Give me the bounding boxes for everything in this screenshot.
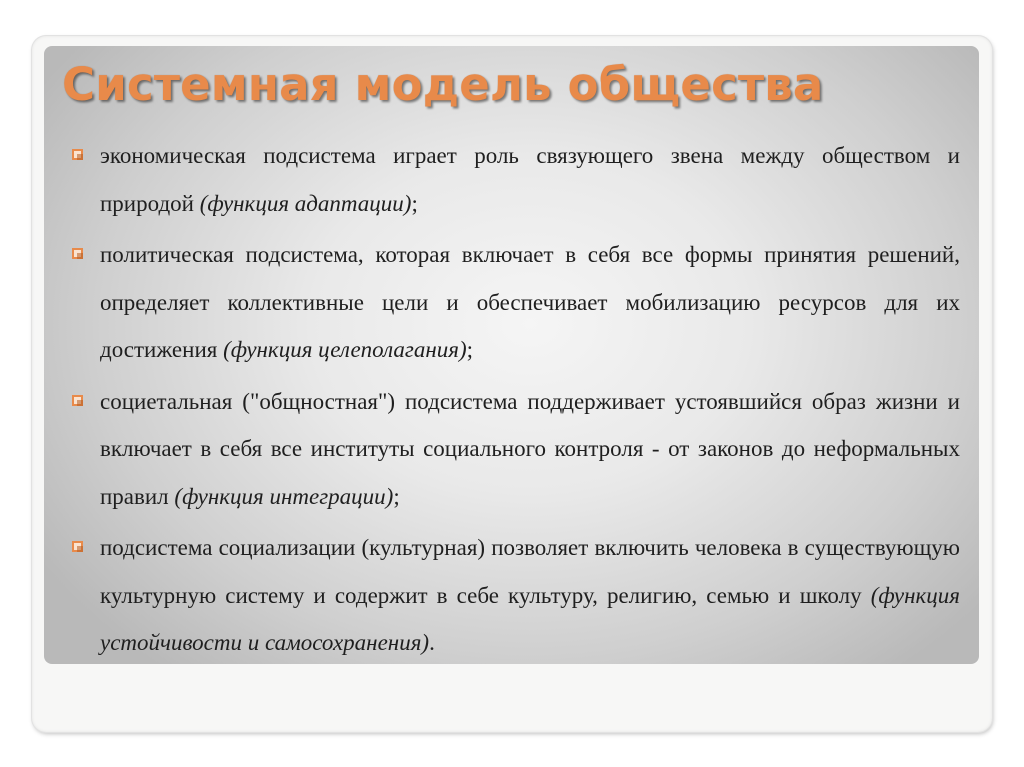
- item-text: политическая подсистема, которая включает в себя все формы принятия решений, определяет коллективные цели и обеспечивает мобилизацию ресурсов для их достижения: [100, 242, 960, 362]
- square-bullet-icon: [72, 395, 83, 406]
- item-function: (функция устойчивости и самосохранения): [100, 582, 960, 655]
- square-bullet-icon: [72, 149, 83, 160]
- square-bullet-icon: [72, 541, 83, 552]
- list-item-political: [100, 231, 960, 374]
- item-text: социетальная ("общностная") подсистема поддерживает устоявшийся образ жизни и включает в себя все институты социального контроля - от законов до неформальных правил: [100, 388, 960, 509]
- list-item-socialization: [100, 524, 960, 667]
- slide-title: Системная модель общества: [62, 58, 824, 111]
- list-item-societal: [100, 378, 960, 521]
- item-ending: ;: [466, 337, 474, 362]
- item-ending: ;: [393, 483, 400, 509]
- bullet-list: [100, 132, 960, 667]
- item-ending: .: [429, 630, 435, 655]
- item-function: (функция адаптации): [199, 190, 412, 216]
- item-ending: ;: [411, 190, 418, 216]
- list-item-economic: [100, 132, 960, 227]
- item-text: экономическая подсистема играет роль связующего звена между обществом и природой: [100, 143, 960, 216]
- item-function: (функция интеграции): [174, 483, 394, 509]
- item-function: (функция целеполагания): [223, 337, 467, 362]
- item-text: подсистема социализации (культурная) позволяет включить человека в существующую культурную систему и содержит в себе культуру, религию, семью и школу: [100, 535, 960, 608]
- square-bullet-icon: [72, 248, 83, 259]
